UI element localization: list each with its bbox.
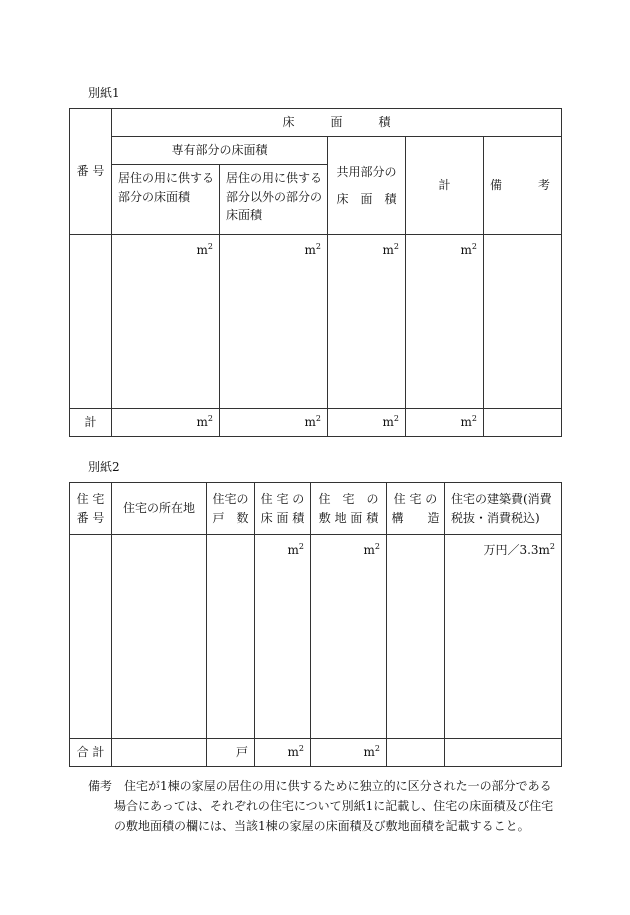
table-row-total: 計 $m^2$ $m^2$ $m^2$ $m^2$ [70,409,562,437]
cell2-total-units: 戸 [207,739,255,767]
header2-units [207,483,255,535]
header-common-line2: 床 面 積 [336,191,397,206]
header2-units-line2: 戸 数 [212,510,249,525]
attachment1-table [69,108,562,437]
note-line1: 住宅が1棟の家屋の居住の用に供するために独立的に区分された一の部分である [124,779,552,793]
table-row-total: 合 計 戸 $m^2$ $m^2$ [70,739,562,767]
header-remarks: 備 考 [484,137,562,235]
header-floor-area: 床 面 積 [112,109,562,137]
cell-total: $m^2$ [406,235,484,409]
header2-floor-line1: 住 宅 の [260,491,305,506]
header2-location: 住宅の所在地 [112,483,207,535]
header2-floor-line2: 床 面 積 [260,510,305,525]
header2-site-line2: 敷 地 面 積 [318,510,379,525]
cell-residential: $m^2$ [112,235,220,409]
cell-common: $m^2$ [328,235,406,409]
header2-site [311,483,387,535]
header2-structure-line1: 住 宅 の [393,491,438,506]
header2-structure-line2: 構 造 [391,510,440,525]
note-label: 備考 [88,779,113,793]
cell2-site: $m^2$ [311,535,387,739]
row-total-label: 計 [70,409,112,437]
header-common-line1: 共用部分の [336,164,397,179]
note-block [88,776,568,836]
header2-number-line2: 番 号 [76,510,105,525]
row2-total-label: 合 計 [70,739,112,767]
attachment2-title: 別紙2 [88,460,120,474]
attachment2-table [69,482,562,767]
cell-number [70,235,112,409]
header2-structure [387,483,445,535]
cell2-floor: $m^2$ [255,535,311,739]
header-number: 番 号 [70,109,112,235]
note-line3: の敷地面積の欄には、当該1棟の家屋の床面積及び敷地面積を記載すること。 [114,819,530,833]
header2-number-line1: 住 宅 [76,491,105,506]
note-line2: 場合にあっては、それぞれの住宅について別紙1に記載し、住宅の床面積及び住宅 [114,799,554,813]
header2-cost: 住宅の建築費(消費税抜・消費税込) [445,483,562,535]
cell2-cost: 万円$/3.3m^2$ [445,535,562,739]
header-common [328,137,406,235]
header-exclusive: 専有部分の床面積 [112,137,328,165]
header2-site-line1: 住 宅 の [318,491,379,506]
table-row [70,235,562,409]
header2-floor [255,483,311,535]
header2-number [70,483,112,535]
cell-non-residential: $m^2$ [220,235,328,409]
header-residential: 居住の用に供する部分の床面積 [112,165,220,235]
header2-units-line1: 住宅の [212,491,249,506]
attachment1-title: 別紙1 [88,86,120,100]
header-total: 計 [406,137,484,235]
header-non-residential: 居住の用に供する部分以外の部分の床面積 [220,165,328,235]
table-row [70,535,562,739]
cell-remarks [484,235,562,409]
